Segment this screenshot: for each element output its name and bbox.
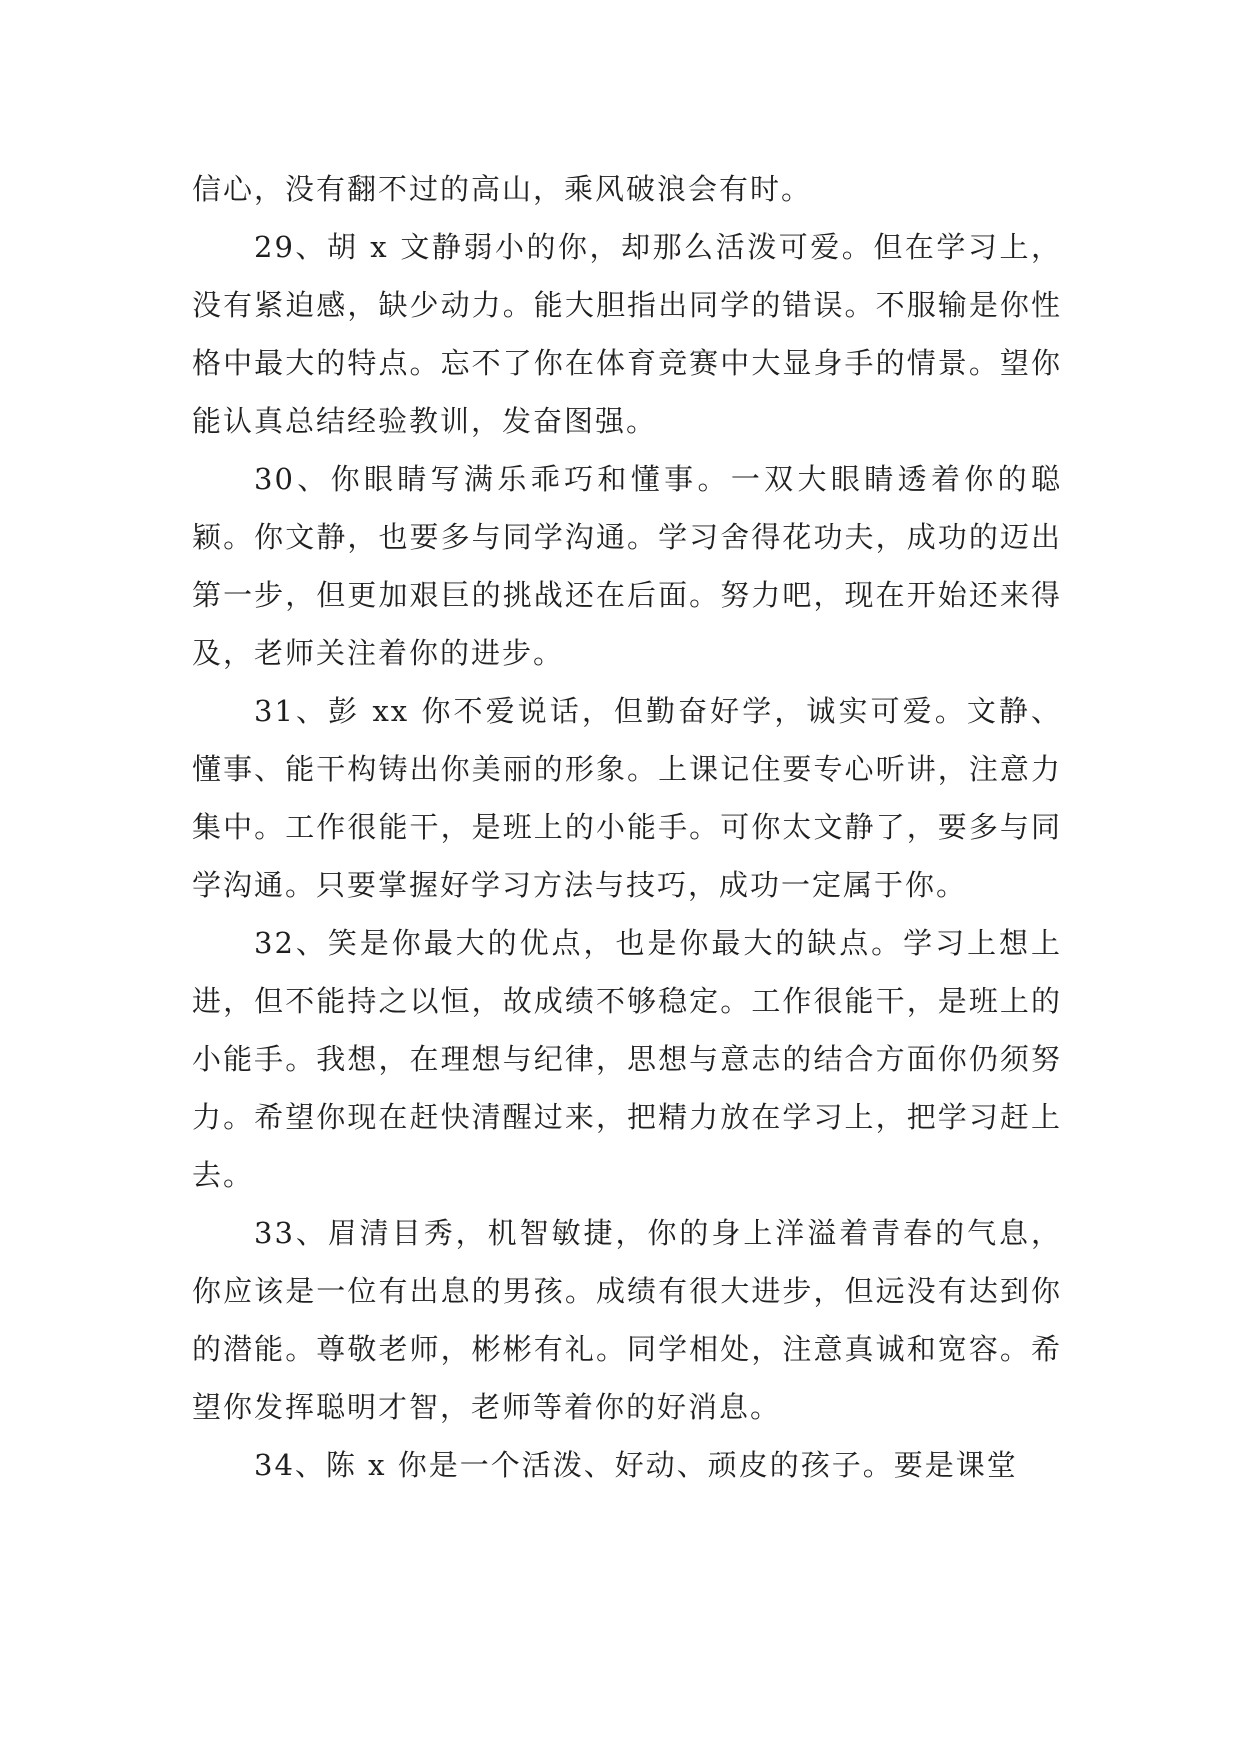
paragraph-comment-32: 32、笑是你最大的优点，也是你最大的缺点。学习上想上进，但不能持之以恒，故成绩不够稳定。工作很能干，是班上的小能手。我想，在理想与纪律，思想与意志的结合方面你仍须努力。希望你现在赶快清醒过来，把精力放在学习上，把学习赶上去。 — [192, 926, 1062, 1192]
paragraph-comment-33: 33、眉清目秀，机智敏捷，你的身上洋溢着青春的气息，你应该是一位有出息的男孩。成绩有很大进步，但远没有达到你的潜能。尊敬老师，彬彬有礼。同学相处，注意真诚和宽容。希望你发挥聪明才智，老师等着你的好消息。 — [192, 1216, 1062, 1424]
paragraph-comment-34: 34、陈 x 你是一个活泼、好动、顽皮的孩子。要是课堂 — [254, 1448, 1018, 1482]
paragraph-comment-30: 30、你眼睛写满乐乖巧和懂事。一双大眼睛透着你的聪颖。你文静，也要多与同学沟通。学习舍得花功夫，成功的迈出第一步，但更加艰巨的挑战还在后面。努力吧，现在开始还来得及，老师关注着你的进步。 — [192, 462, 1062, 670]
paragraph-comment-29: 29、胡 x 文静弱小的你，却那么活泼可爱。但在学习上，没有紧迫感，缺少动力。能大胆指出同学的错误。不服输是你性格中最大的特点。忘不了你在体育竞赛中大显身手的情景。望你能认真总结经验教训，发奋图强。 — [192, 230, 1062, 438]
paragraph-comment-31: 31、彭 xx 你不爱说话，但勤奋好学，诚实可爱。文静、懂事、能干构铸出你美丽的形象。上课记住要专心听讲，注意力集中。工作很能干，是班上的小能手。可你太文静了，要多与同学沟通。只要掌握好学习方法与技巧，成功一定属于你。 — [192, 694, 1062, 902]
document-body — [192, 160, 1062, 1494]
paragraph-continuation: 信心，没有翻不过的高山，乘风破浪会有时。 — [192, 172, 813, 206]
